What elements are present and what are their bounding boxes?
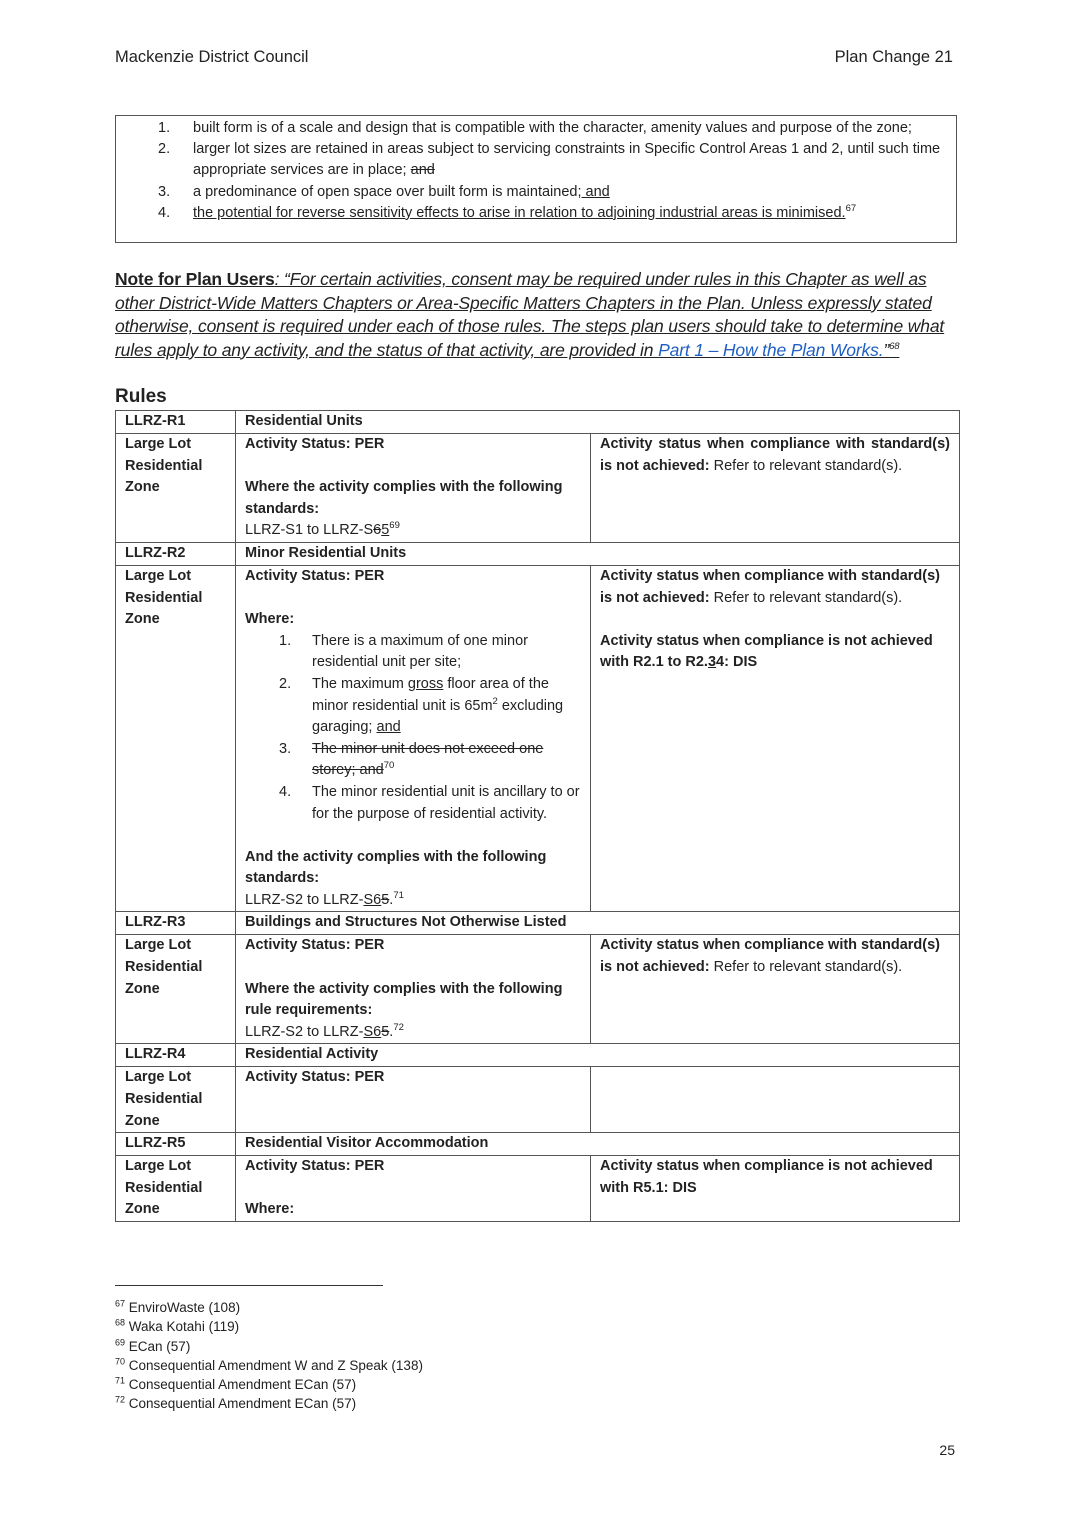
rule-where: Where the activity complies with the following rule requirements:	[245, 980, 563, 1019]
how-the-plan-works-link[interactable]: Part 1 – How the Plan Works.	[658, 339, 884, 360]
list-item: 3. The minor unit does not exceed one storey; and$^{70}$	[279, 740, 544, 779]
rules-table	[115, 410, 960, 1222]
rule-title: Minor Residential Units	[236, 542, 960, 565]
condition-item	[156, 182, 946, 203]
condition-item	[156, 203, 946, 224]
rule-body-row	[116, 1156, 960, 1222]
rule-body-row	[116, 565, 960, 912]
rule-body-row	[116, 1067, 960, 1133]
noncompliance-label: Activity status when compliance with standard(s) is not achieved:	[600, 567, 941, 606]
footnote: $^{72}$ Consequential Amendment ECan (57)	[115, 1394, 357, 1412]
noncompliance-label: Activity status when compliance with standard(s) is not achieved:	[600, 937, 941, 976]
rule-noncompliance-cell	[591, 1067, 960, 1133]
rule-header-row	[116, 912, 960, 935]
footnote: $^{68}$ Waka Kotahi (119)	[115, 1317, 240, 1335]
deleted-text: and	[410, 162, 435, 179]
noncompliance-text: Refer to relevant standard(s).	[713, 589, 903, 606]
activity-status: Activity Status: PER	[245, 1158, 385, 1175]
footnote-ref[interactable]: 71	[393, 890, 404, 902]
footnote-ref[interactable]: 70	[383, 760, 395, 772]
condition-item	[156, 139, 946, 181]
rule-conditions-cell	[236, 434, 591, 543]
rule-standards: LLRZ-S2 to LLRZ-S65.72	[245, 1022, 404, 1040]
noncompliance-dis: Activity status when compliance is not achieved with R2.1 to R2.34: DIS	[600, 632, 933, 671]
rule-noncompliance-cell	[591, 935, 960, 1044]
rule-conditions-cell	[236, 935, 591, 1044]
noncompliance-dis: Activity status when compliance is not achieved with R5.1: DIS	[600, 1158, 933, 1196]
rule-where: Where:	[245, 611, 295, 628]
page-header	[115, 48, 953, 70]
footnote: $^{67}$ EnviroWaste (108)	[115, 1298, 241, 1315]
conditions-box	[115, 115, 957, 243]
note-label: Note for Plan Users	[115, 269, 275, 289]
footnote-ref[interactable]: 67	[845, 202, 857, 214]
rule-title: Residential Activity	[236, 1044, 960, 1067]
noncompliance-text: Refer to relevant standard(s).	[713, 959, 903, 976]
activity-status: Activity Status: PER	[245, 436, 385, 452]
footnote: $^{70}$ Consequential Amendment W and Z Speak (138)	[115, 1356, 423, 1373]
list-item: 2. The maximum gross floor area of the minor residential unit is $65m^2$ excluding garaging; and	[279, 675, 564, 736]
rule-standards: LLRZ-S1 to LLRZ-$S65^{69}$	[245, 520, 400, 539]
rule-where: Where the activity complies with the following standards:	[245, 479, 563, 517]
activity-status: Activity Status: PER	[245, 567, 385, 584]
rule-code: LLRZ-R3	[116, 912, 236, 935]
conditions-list	[156, 118, 946, 224]
rule-zone: Large Lot Residential Zone	[116, 565, 236, 912]
footnote: $^{71}$ Consequential Amendment ECan (57)	[115, 1375, 357, 1393]
list-item: 4. The minor residential unit is ancillary to or for the purpose of residential activity.	[279, 783, 580, 822]
rule-code: LLRZ-R1	[116, 411, 236, 434]
rule-body-row	[116, 434, 960, 543]
list-item: 1. There is a maximum of one minor residential unit per site;	[279, 632, 528, 671]
rule-conditions-cell	[236, 1156, 591, 1222]
rule-conditions-cell	[236, 565, 591, 912]
activity-status: Activity Status: PER	[245, 1069, 385, 1086]
rule-zone: Large Lot Residential Zone	[116, 1156, 236, 1222]
noncompliance-label: Activity status when compliance with standard(s) is not achieved:	[600, 436, 951, 474]
header-council-name: Mackenzie District Council	[115, 48, 309, 66]
rule-standards: LLRZ-S2 to LLRZ-S65.71	[245, 890, 404, 908]
header-plan-change: Plan Change 21	[834, 48, 953, 66]
rule-requirements-list	[245, 631, 581, 825]
inserted-text: ; and	[577, 183, 610, 200]
rule-title: Buildings and Structures Not Otherwise Listed	[236, 912, 960, 935]
rule-noncompliance-cell	[591, 1156, 960, 1222]
rule-title: Residential Units	[236, 411, 960, 434]
inserted-text: the potential for reverse sensitivity effects to arise in relation to adjoining industrial areas is minimised.	[193, 204, 846, 221]
rule-code: LLRZ-R5	[116, 1133, 236, 1156]
rule-header-row	[116, 542, 960, 565]
rule-zone: Large Lot Residential Zone	[116, 935, 236, 1044]
condition-number: 3.	[158, 183, 171, 200]
rule-code: LLRZ-R2	[116, 542, 236, 565]
rule-header-row	[116, 411, 960, 434]
rule-conditions-cell	[236, 1067, 591, 1133]
condition-item	[156, 118, 946, 139]
rule-noncompliance-cell	[591, 434, 960, 543]
footnote-separator	[115, 1285, 383, 1286]
rule-where: Where:	[245, 1201, 295, 1218]
condition-number: 2.	[158, 141, 171, 158]
footnote: $^{69}$ ECan (57)	[115, 1337, 191, 1354]
rule-noncompliance-cell	[591, 565, 960, 912]
rule-zone: Large Lot Residential Zone	[116, 1067, 236, 1133]
footnote-ref[interactable]: 69	[389, 520, 400, 532]
footnote-ref[interactable]: 68	[889, 340, 900, 352]
rule-code: LLRZ-R4	[116, 1044, 236, 1067]
rule-header-row	[116, 1133, 960, 1156]
rule-and-standards: And the activity complies with the following standards:	[245, 848, 547, 887]
rule-title: Residential Visitor Accommodation	[236, 1133, 960, 1156]
plan-users-note	[115, 268, 960, 362]
condition-number: 4.	[158, 204, 171, 221]
footnotes	[115, 1298, 423, 1414]
footnote-ref[interactable]: 72	[393, 1022, 404, 1034]
rule-body-row	[116, 935, 960, 1044]
rule-header-row	[116, 1044, 960, 1067]
noncompliance-text: Refer to relevant standard(s).	[713, 457, 903, 474]
rules-heading: Rules	[115, 386, 167, 407]
page-number: 25	[939, 1442, 955, 1458]
condition-number: 1.	[158, 120, 171, 136]
condition-text: a predominance of open space over built form is maintained	[193, 183, 578, 200]
condition-text: larger lot sizes are retained in areas subject to servicing constraints in Specific Control Areas 1 and 2, until such time appropriate services are in place;	[193, 141, 941, 179]
note-text: : “For certain activities, consent may be required under rules in this Chapter as well as other District-Wide Matters Chapters or Area-Specific Matters Chapters in the Plan. Unless expressly stated otherwise, consent is required under each of those rules. The steps plan users should take to determine what rules apply to any activity, and the status of that activity, are provided in	[115, 269, 945, 360]
rule-zone: Large Lot Residential Zone	[116, 434, 236, 543]
activity-status: Activity Status: PER	[245, 937, 385, 954]
note-close-quote: ”	[883, 339, 890, 360]
condition-text: built form is of a scale and design that is compatible with the character, amenity values and purpose of the zone;	[193, 120, 912, 136]
